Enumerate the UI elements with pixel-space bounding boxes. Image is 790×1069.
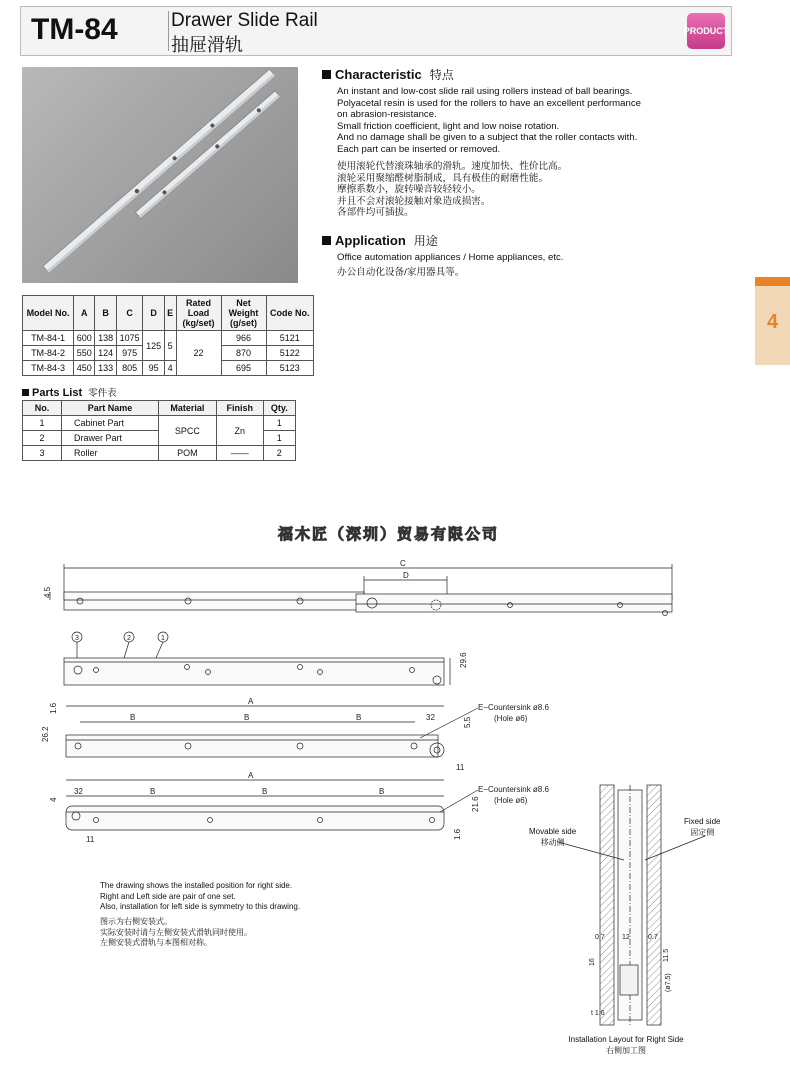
dim-12-label: 12 (622, 934, 630, 941)
title-en: Drawer Slide Rail (171, 10, 318, 31)
cell: 1 (263, 431, 295, 446)
dim-d-label: D (403, 571, 409, 580)
cell: 975 (116, 346, 143, 361)
movable-side-en: Movable side (529, 827, 577, 836)
text-line: 各部件均可插拔。 (337, 207, 414, 219)
text-line: An instant and low-cost slide rail using rollers instead of ball bearings. (337, 86, 633, 97)
install-caption-zh: 右侧加工图 (606, 1045, 646, 1055)
cell: SPCC (159, 416, 217, 446)
text-line: Each part can be inserted or removed. (337, 143, 501, 155)
table-header-row (23, 401, 296, 416)
callout-3: 3 (75, 635, 79, 642)
table-header-row (23, 296, 314, 331)
install-caption-en: Installation Layout for Right Side (568, 1035, 684, 1044)
text-line: Small friction coefficient, light and low noise rotation. (337, 120, 560, 132)
cell: 805 (116, 361, 143, 376)
text-line: 并且不会对滚轮接触对象造成损害。 (337, 195, 491, 207)
dim-07-label: 0.7 (648, 934, 658, 941)
dim-t16-label: t 1.6 (591, 1010, 605, 1017)
cell: 5123 (266, 361, 313, 376)
cell: 22 (176, 331, 221, 376)
callout-2: 2 (127, 635, 131, 642)
col-net-weight: Net Weight (g/set) (221, 296, 266, 331)
table-row (23, 361, 314, 376)
note-line: Also, installation for left side is symmetry to this drawing. (100, 902, 301, 911)
cell: 95 (143, 361, 164, 376)
characteristic-title: Characteristic (335, 67, 422, 82)
col-no: No. (23, 401, 62, 416)
dim-b-label: B (150, 787, 156, 796)
cell: Zn (216, 416, 263, 446)
note-line: The drawing shows the installed position for right side. (100, 881, 293, 890)
product-badge: PRODUCT (687, 13, 725, 49)
drawing-notes-en (100, 881, 300, 913)
cell: Cabinet Part (62, 416, 159, 431)
text-line: 使用滚轮代替滚珠轴承的滑轨。速度加快、性价比高。 (337, 161, 568, 172)
dim-b-label: B (379, 787, 385, 796)
col-finish: Finish (216, 401, 263, 416)
side-view (64, 632, 468, 685)
characteristic-en (337, 86, 667, 156)
header (20, 6, 732, 56)
fixed-side-zh: 固定侧 (690, 827, 715, 837)
cell: Drawer Part (62, 431, 159, 446)
dim-32-label: 32 (426, 713, 435, 722)
square-bullet-icon (322, 70, 331, 79)
spec-table (22, 295, 314, 376)
title-zh: 抽屉滑轨 (171, 35, 243, 55)
dim-75-label: (ø7.5) (665, 973, 672, 992)
product-photo (22, 67, 298, 283)
dim-b-label: B (356, 713, 362, 722)
cell: 5122 (266, 346, 313, 361)
dim-a-label: A (248, 771, 254, 780)
cell: 3 (23, 446, 62, 461)
chapter-tab (755, 277, 790, 365)
col-material: Material (159, 401, 217, 416)
parts-list-title: Parts List (32, 387, 83, 399)
hole-note: (Hole ø6) (494, 796, 528, 805)
parts-list-heading (22, 385, 117, 399)
cell: 870 (221, 346, 266, 361)
dim-115-label: 11.5 (663, 948, 670, 962)
col-a: A (74, 296, 95, 331)
header-divider (168, 11, 169, 51)
dim-11-label: 11 (456, 763, 465, 772)
dim-16-label: 1.6 (49, 702, 58, 714)
cell: 550 (74, 346, 95, 361)
cell: POM (159, 446, 217, 461)
cell: 133 (95, 361, 116, 376)
chapter-number: 4 (766, 311, 779, 333)
cell: 2 (263, 446, 295, 461)
dim-b-label: B (130, 713, 136, 722)
cell: Roller (62, 446, 159, 461)
cell: —— (216, 446, 263, 461)
countersink-note: E−Countersink ø8.6 (478, 785, 549, 794)
dim-216-label: 21.6 (471, 796, 480, 812)
col-b: B (95, 296, 116, 331)
characteristic-heading (322, 66, 454, 83)
tab-accent-bar (755, 277, 790, 286)
fixed-side-en: Fixed side (684, 817, 721, 826)
dim-55-label: 5.5 (463, 716, 472, 728)
dim-16b-label: 16 (589, 958, 596, 966)
countersink-note: E−Countersink ø8.6 (478, 703, 549, 712)
cell: 2 (23, 431, 62, 446)
note-line: 左侧安装式滑轨与本图相对称。 (100, 938, 212, 947)
dim-11-label: 11 (86, 835, 95, 844)
application-heading (322, 232, 438, 249)
dim-a-label: A (248, 697, 254, 706)
table-row (23, 331, 314, 346)
col-code: Code No. (266, 296, 313, 331)
dim-b-label: B (244, 713, 250, 722)
slide-rail-photo-icon (22, 67, 298, 283)
table-row (23, 416, 296, 431)
cell: 138 (95, 331, 116, 346)
cell: 695 (221, 361, 266, 376)
dim-b-label: B (262, 787, 268, 796)
cell: 125 (143, 331, 164, 361)
col-qty: Qty. (263, 401, 295, 416)
col-rated-load: Rated Load (kg/set) (176, 296, 221, 331)
characteristic-title-zh: 特点 (429, 68, 454, 82)
col-part-name: Part Name (62, 401, 159, 416)
callout-1: 1 (161, 635, 165, 642)
table-row (23, 446, 296, 461)
dim-296-label: 29.6 (459, 652, 468, 668)
dim-c-label: C (400, 559, 406, 568)
movable-side-zh: 移动侧 (540, 837, 565, 847)
drawing-notes-zh (100, 917, 252, 949)
dim-4-label: 4 (49, 797, 58, 802)
square-bullet-icon (22, 389, 29, 396)
dim-07-label: 0.7 (595, 934, 605, 941)
dim-16-label: 1.6 (453, 828, 462, 840)
cell: 1 (23, 416, 62, 431)
fixed-side-label (684, 817, 720, 838)
cabinet-part-view (41, 697, 549, 772)
cell: 4 (164, 361, 176, 376)
note-line: Right and Left side are pair of one set. (100, 891, 236, 901)
parts-table (22, 400, 296, 461)
note-line: 图示为右侧安装式。 (100, 917, 172, 926)
col-e: E (164, 296, 176, 331)
company-watermark: 福木匠（深圳）贸易有限公司 (278, 525, 500, 543)
cell: TM-84-3 (23, 361, 74, 376)
cell: 450 (74, 361, 95, 376)
cell: 5 (164, 331, 176, 361)
application-en: Office automation appliances / Home appliances, etc. (337, 252, 564, 263)
movable-side-label (529, 827, 576, 848)
dim-45-label: 4.5 (43, 586, 52, 598)
cell: TM-84-1 (23, 331, 74, 346)
application-title-zh: 用途 (413, 234, 438, 248)
square-bullet-icon (322, 236, 331, 245)
text-line: And no damage shall be given to a subject that the roller contacts with. (337, 132, 638, 144)
application-zh: 办公自动化设备/家用器具等。 (337, 267, 465, 278)
cell: 124 (95, 346, 116, 361)
col-model: Model No. (23, 296, 74, 331)
cell: 5121 (266, 331, 313, 346)
install-caption (565, 1035, 687, 1056)
dim-262-label: 26.2 (41, 726, 50, 742)
col-d: D (143, 296, 164, 331)
cell: 1075 (116, 331, 143, 346)
note-line: 实际安装时请与左侧安装式滑轨同时使用。 (100, 927, 252, 937)
text-line: 滚轮采用聚缩醛树脂制成，具有极佳的耐磨性能。 (337, 172, 549, 184)
text-line: on abrasion-resistance. (337, 109, 437, 121)
installation-layout (558, 785, 705, 1025)
cell: 1 (263, 416, 295, 431)
text-line: 摩擦系数小，旋转噪音较轻较小。 (337, 184, 481, 196)
text-line: Polyacetal resin is used for the rollers to have an excellent performance (337, 97, 641, 109)
cell: 600 (74, 331, 95, 346)
cell: TM-84-2 (23, 346, 74, 361)
model-title: TM-84 (31, 13, 118, 46)
technical-drawing (0, 550, 790, 1060)
characteristic-zh (337, 161, 667, 219)
parts-list-title-zh: 零件表 (88, 388, 117, 399)
drawer-part-view (49, 771, 549, 844)
assembled-rail-view (43, 559, 672, 616)
col-c: C (116, 296, 143, 331)
hole-note: (Hole ø6) (494, 714, 528, 723)
cell: 966 (221, 331, 266, 346)
dim-32-label: 32 (74, 787, 83, 796)
application-title: Application (335, 233, 406, 248)
